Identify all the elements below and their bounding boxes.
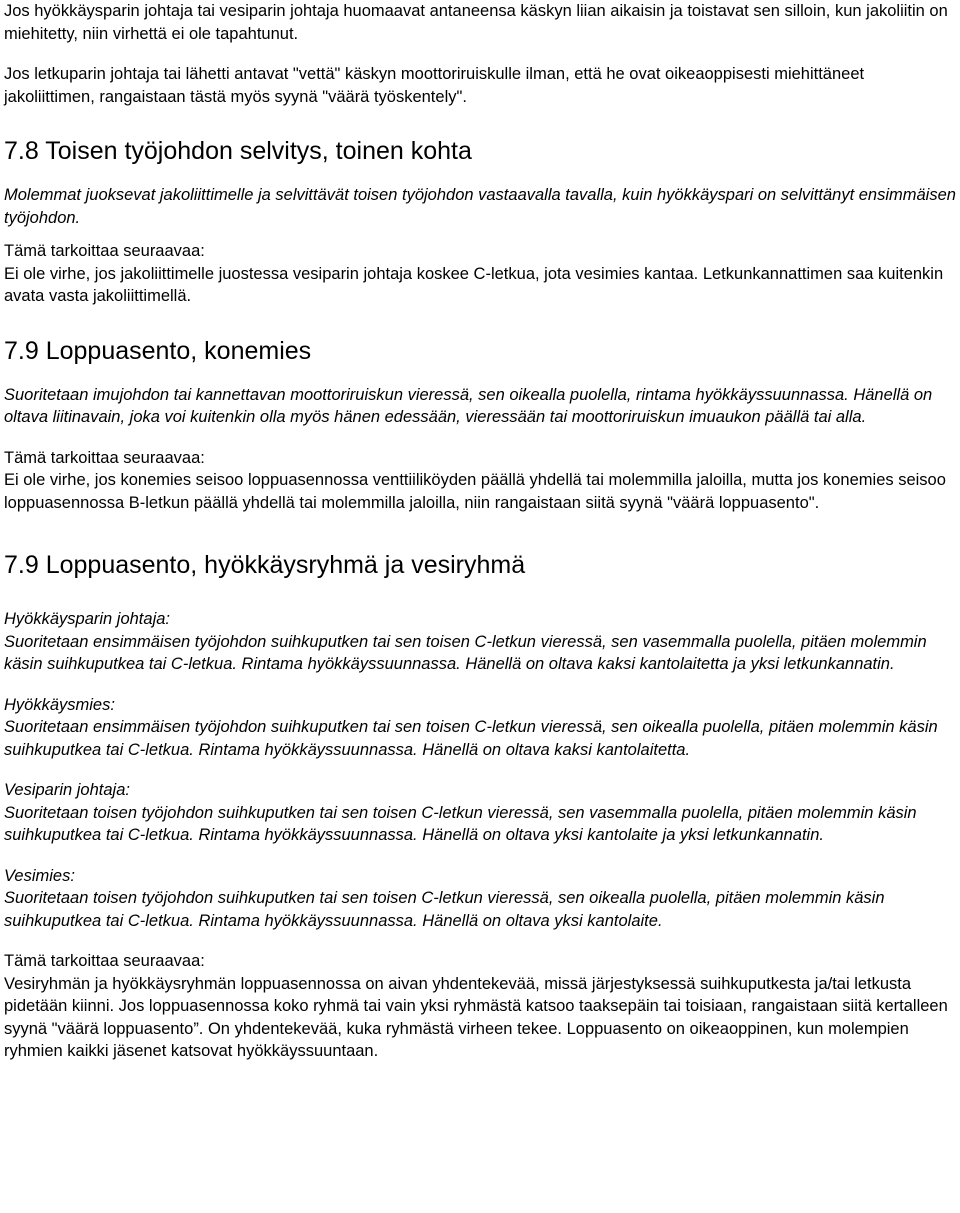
section-7-9-konemies-meaning-text: Ei ole virhe, jos konemies seisoo loppuasennossa venttiiliköyden päällä yhdellä tai molemmilla jaloilla, mutta jos konemies seisoo loppuasennossa B-letkun päällä yhdellä tai molemmilla jaloilla, niin rangaistaan siitä syynä "väärä loppuasento".: [4, 471, 946, 512]
section-7-9-konemies-description: Suoritetaan imujohdon tai kannettavan moottoriruiskun vieressä, sen oikealla puolella, rintama hyökkäyssuunnassa. Hänellä on oltava liitinavain, joka voi kuitenkin olla myös hänen edessään, vieressään tai moottoriruiskun imuaukon päällä tai alla.: [4, 385, 933, 426]
section-7-9-konemies-heading: 7.9 Loppuasento, konemies: [4, 336, 312, 365]
intro-paragraph-2: Jos letkuparin johtaja tai lähetti antavat "vettä" käskyn moottoriruiskulle ilman, että he ovat oikeaoppisesti miehittäneet jakoliittimen, rangaistaan tästä myös syynä "väärä työskentely".: [4, 65, 865, 106]
role-label-hyokkaysparin-johtaja: Hyökkäysparin johtaja:: [4, 610, 170, 628]
document-page: [4, 0, 956, 1063]
section-7-8-meaning-text: Ei ole virhe, jos jakoliittimelle juostessa vesiparin johtaja koskee C-letkua, jota vesimies kantaa. Letkunkannattimen saa kuitenkin avata vasta jakoliittimellä.: [4, 264, 944, 305]
section-7-8-description: Molemmat juoksevat jakoliittimelle ja selvittävät toisen työjohdon vastaavalla tavalla, kuin hyökkäyspari on selvittänyt ensimmäisen työjohdon.: [4, 186, 956, 227]
section-7-8-meaning-label: Tämä tarkoittaa seuraavaa:: [4, 242, 205, 260]
section-7-9-ryhmat-meaning-text: Vesiryhmän ja hyökkäysryhmän loppuasennossa on aivan yhdentekevää, missä järjestyksessä suihkuputkesta ja/tai letkusta pidetään kiinni. Jos loppuasennossa koko ryhmä tai vain yksi ryhmästä katsoo taaksepäin tai toisiaan, rangaistaan siitä kertalleen syynä "väärä loppuasento”. On yhdentekevää, kuka ryhmästä virheen tekee. Loppuasento on oikeaoppinen, kun molempien ryhmien kaikki jäsenet katsovat hyökkäyssuuntaan.: [4, 974, 948, 1060]
role-label-hyokkaysmies: Hyökkäysmies:: [4, 695, 115, 714]
role-label-vesimies: Vesimies:: [4, 866, 75, 885]
role-label-vesiparin-johtaja: Vesiparin johtaja:: [4, 781, 130, 799]
role-text-vesimies: Suoritetaan toisen työjohdon suihkuputken tai sen toisen C-letkun vieressä, sen oikealla puolella, pitäen molemmin käsin suihkuputkea tai C-letkua. Rintama hyökkäyssuunnassa. Hänellä on oltava yksi kantolaite.: [4, 889, 885, 930]
intro-paragraph-1: Jos hyökkäysparin johtaja tai vesiparin johtaja huomaavat antaneensa käskyn liian aikaisin ja toistavat sen silloin, kun jakoliitin on miehitetty, niin virhettä ei ole tapahtunut.: [4, 2, 948, 43]
section-7-9-ryhmat-meaning-label: Tämä tarkoittaa seuraavaa:: [4, 952, 205, 970]
role-text-hyokkaysparin-johtaja: Suoritetaan ensimmäisen työjohdon suihkuputken tai sen toisen C-letkun vieressä, sen vasemmalla puolella, pitäen molemmin käsin suihkuputkea tai C-letkua. Rintama hyökkäyssuunnassa. Hänellä on oltava kaksi kantolaitetta ja yksi letkunkannatin.: [4, 632, 927, 673]
section-7-8-heading: 7.8 Toisen työjohdon selvitys, toinen kohta: [4, 137, 472, 165]
section-7-9-konemies-meaning-label: Tämä tarkoittaa seuraavaa:: [4, 448, 205, 467]
role-text-hyokkaysmies: Suoritetaan ensimmäisen työjohdon suihkuputken tai sen toisen C-letkun vieressä, sen oikealla puolella, pitäen molemmin käsin suihkuputkea tai C-letkua. Rintama hyökkäyssuunnassa. Hänellä on oltava kaksi kantolaitetta.: [4, 718, 938, 759]
role-text-vesiparin-johtaja: Suoritetaan toisen työjohdon suihkuputken tai sen toisen C-letkun vieressä, sen vasemmalla puolella, pitäen molemmin käsin suihkuputkea tai C-letkua. Rintama hyökkäyssuunnassa. Hänellä on oltava yksi kantolaite ja yksi letkunkannatin.: [4, 803, 917, 844]
section-7-9-ryhmat-heading: 7.9 Loppuasento, hyökkäysryhmä ja vesiryhmä: [4, 551, 526, 579]
